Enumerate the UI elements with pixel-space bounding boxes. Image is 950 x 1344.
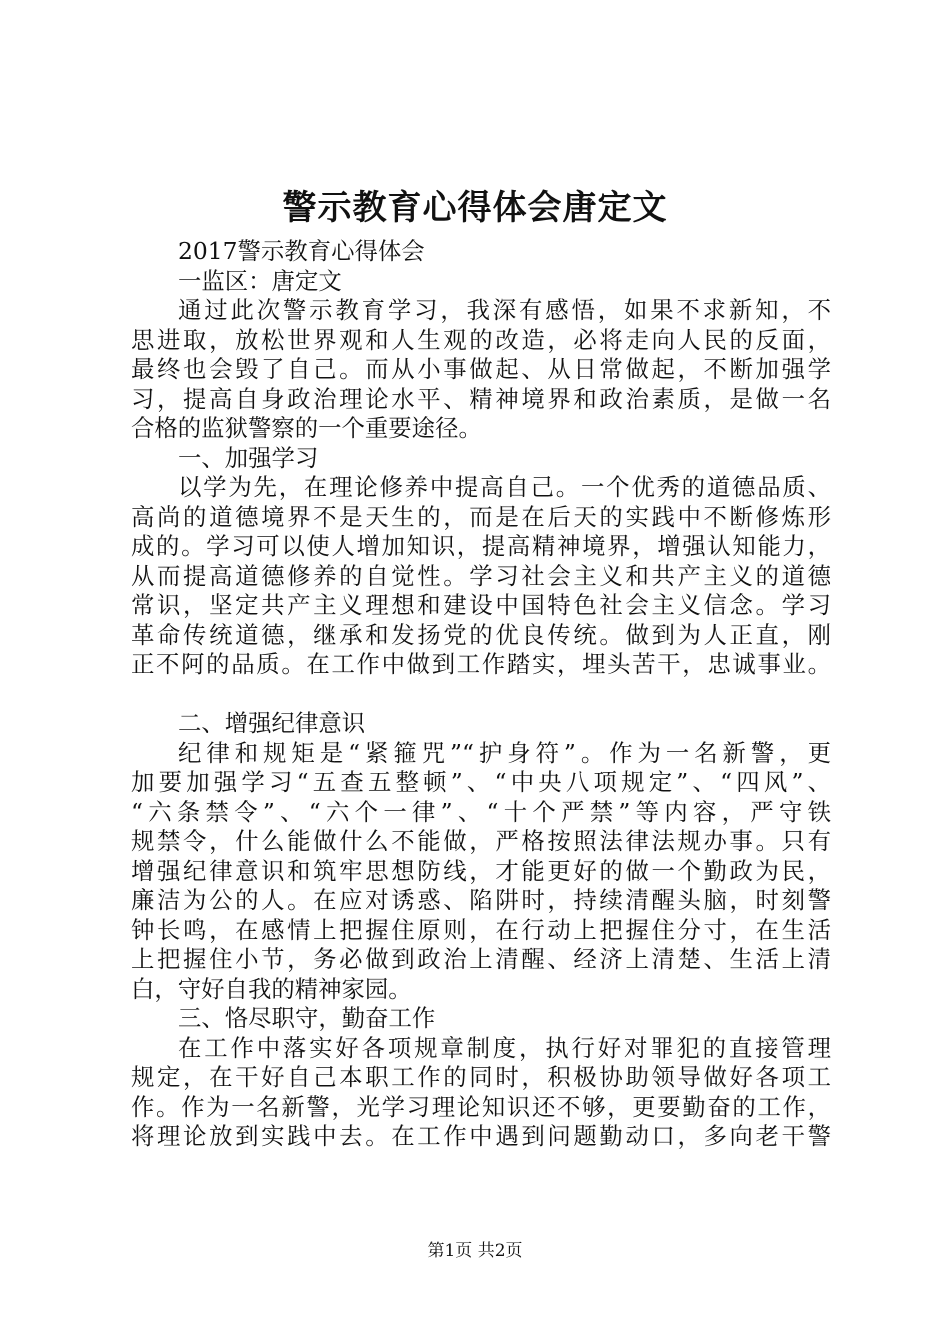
text-line: 常识，坚定共产主义理想和建设中国特色社会主义信念。学习 — [131, 591, 831, 619]
section-heading-2: 二、增强纪律意识 — [178, 709, 366, 737]
text-line: 白，守好自我的精神家园。 — [131, 974, 412, 1003]
text-line: 正不阿的品质。在工作中做到工作踏实，埋头苦干，忠诚事业。 — [131, 650, 831, 678]
blank-line — [131, 680, 831, 710]
text-line: 以学为先，在理论修养中提高自己。一个优秀的道德品质、 — [178, 473, 831, 501]
text-line: 作。作为一名新警，光学习理论知识还不够，更要勤奋的工作， — [131, 1092, 831, 1121]
paragraph-intro — [131, 296, 831, 444]
paragraph-duty — [131, 1034, 831, 1152]
text-line: 思进取，放松世界观和人生观的改造，必将走向人民的反面， — [131, 325, 831, 354]
text-line: “六条禁令”、“六个一律”、“十个严禁”等内容，严守铁 — [131, 797, 831, 826]
section-heading-3: 三、恪尽职守，勤奋工作 — [178, 1004, 436, 1032]
document-body — [131, 237, 831, 1152]
text-line: 规禁令，什么能做什么不能做，严格按照法律法规办事。只有 — [131, 827, 831, 855]
document-title: 警示教育心得体会唐定文 — [282, 188, 668, 228]
text-line: 成的。学习可以使人增加知识，提高精神境界，增强认知能力， — [131, 532, 831, 560]
text-line: 通过此次警示教育学习，我深有感悟，如果不求新知，不 — [178, 296, 831, 324]
text-line: 高尚的道德境界不是天生的，而是在后天的实践中不断修炼形 — [131, 502, 831, 531]
text-line: 最终也会毁了自己。而从小事做起、从日常做起，不断加强学 — [131, 355, 831, 383]
text-line: 从而提高道德修养的自觉性。学习社会主义和共产主义的道德 — [131, 561, 831, 590]
subtitle-line: 2017警示教育心得体会 — [178, 237, 425, 265]
text-line: 廉洁为公的人。在应对诱惑、陷阱时，持续清醒头脑，时刻警 — [131, 886, 831, 914]
text-line: 将理论放到实践中去。在工作中遇到问题勤动口，多向老干警 — [131, 1122, 831, 1150]
paragraph-discipline — [131, 739, 831, 1005]
text-line: 钟长鸣，在感情上把握住原则，在行动上把握住分寸，在生活 — [131, 915, 831, 944]
text-line: 增强纪律意识和筑牢思想防线，才能更好的做一个勤政为民， — [131, 856, 831, 885]
author-line: 一监区：唐定文 — [178, 266, 342, 295]
text-line: 规定，在干好自己本职工作的同时，积极协助领导做好各项工 — [131, 1063, 831, 1091]
text-line: 合格的监狱警察的一个重要途径。 — [131, 414, 482, 442]
text-line: 在工作中落实好各项规章制度，执行好对罪犯的直接管理 — [178, 1033, 831, 1062]
section-heading-1: 一、加强学习 — [178, 443, 319, 472]
text-line: 加要加强学习“五查五整顿”、“中央八项规定”、“四风”、 — [131, 768, 831, 796]
text-line: 习，提高自身政治理论水平、精神境界和政治素质，是做一名 — [131, 384, 831, 413]
paragraph-study — [131, 473, 831, 680]
text-line: 革命传统道德，继承和发扬党的优良传统。做到为人正直，刚 — [131, 620, 831, 649]
text-line: 纪律和规矩是“紧箍咒”“护身符”。作为一名新警，更 — [178, 738, 831, 767]
page-footer: 第1页 共2页 — [427, 1241, 523, 1261]
text-line: 上把握住小节，务必做到政治上清醒、经济上清楚、生活上清 — [131, 945, 831, 973]
